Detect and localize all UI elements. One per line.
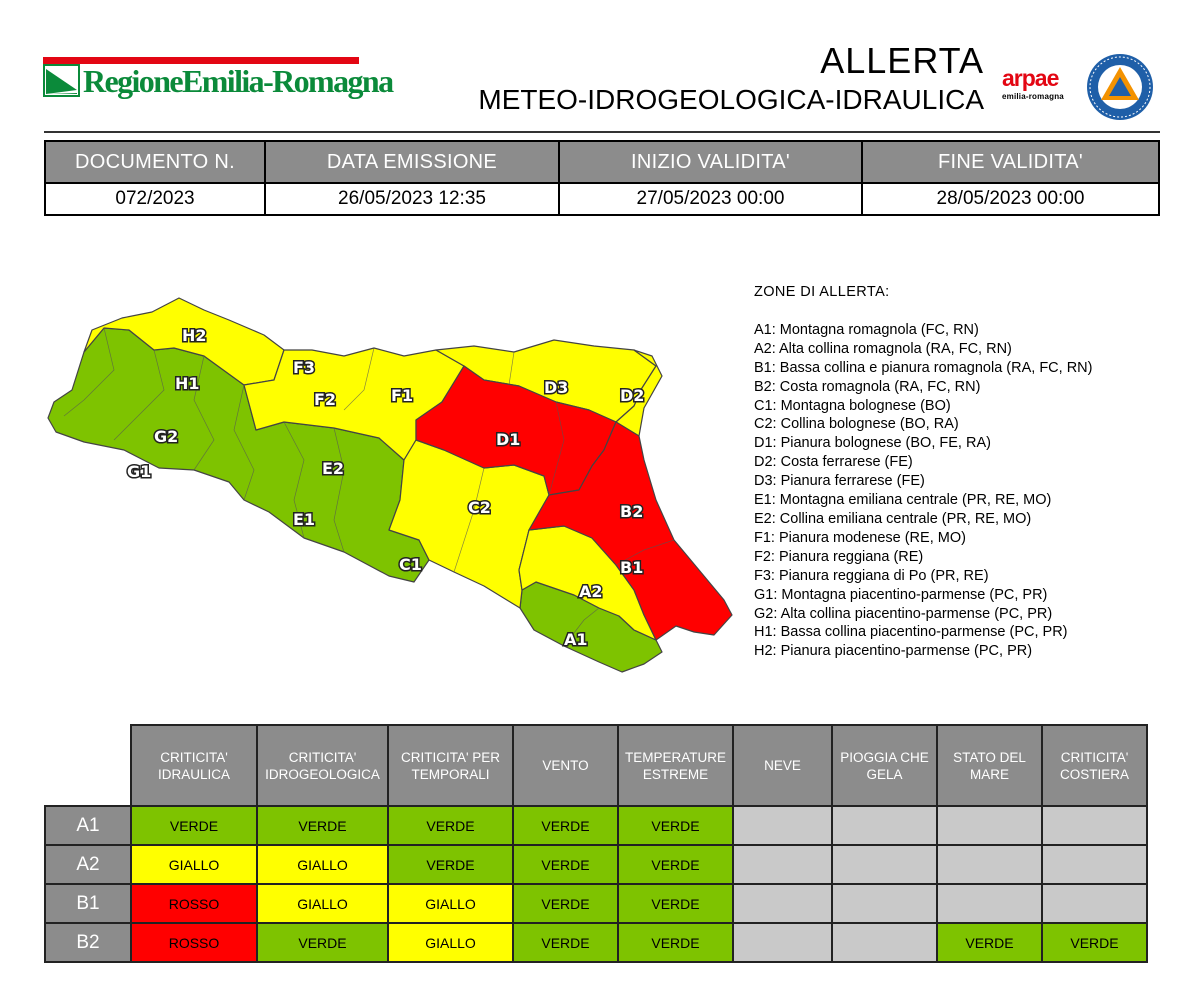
zone-item-d3: D3: Pianura ferrarese (FE) xyxy=(754,473,925,490)
zone-item-f3: F3: Pianura reggiana di Po (PR, RE) xyxy=(754,567,989,584)
map-label-e2: E2 xyxy=(322,459,345,478)
zone-item-e2: E2: Collina emiliana centrale (PR, RE, MO) xyxy=(754,510,1032,527)
col-neve xyxy=(733,725,832,806)
level-cell-temperature: VERDE xyxy=(618,806,733,845)
arpae-logo-wordmark: arpae xyxy=(1002,65,1059,91)
map-label-g2: G2 xyxy=(154,427,179,446)
level-cell-costiera: VERDE xyxy=(1042,923,1147,962)
header-divider xyxy=(44,131,1160,133)
zone-item-c2: C2: Collina bolognese (BO, RA) xyxy=(754,416,959,433)
level-cell-mare xyxy=(937,806,1042,845)
level-cell-idrogeologica: VERDE xyxy=(257,806,388,845)
col-criticita-temporali-line1: CRITICITA' PER xyxy=(400,749,501,765)
zone-item-a1: A1: Montagna romagnola (FC, RN) xyxy=(754,321,979,338)
table-row xyxy=(45,806,1147,845)
zone-item-b1: B1: Bassa collina e pianura romagnola (RA, FC, RN) xyxy=(754,359,1093,376)
map-label-g1: G1 xyxy=(127,462,152,481)
col-stato-del-mare-line2: MARE xyxy=(969,766,1009,782)
level-cell-idrogeologica: GIALLO xyxy=(257,884,388,923)
doc-number-header: DOCUMENTO N. xyxy=(46,142,266,184)
zone-code-cell: B2 xyxy=(45,923,131,962)
validity-end-header: FINE VALIDITA' xyxy=(863,142,1158,184)
col-criticita-costiera-line2: COSTIERA xyxy=(1059,766,1129,782)
table-row xyxy=(45,845,1147,884)
zone-code-cell: B1 xyxy=(45,884,131,923)
level-cell-vento: VERDE xyxy=(513,806,618,845)
level-cell-pioggia xyxy=(832,845,937,884)
zone-item-f2: F2: Pianura reggiana (RE) xyxy=(754,548,924,565)
level-cell-idraulica: ROSSO xyxy=(131,884,257,923)
level-cell-pioggia xyxy=(832,923,937,962)
map-label-a2: A2 xyxy=(579,582,603,601)
protezione-civile-logo-icon xyxy=(1086,53,1154,121)
col-criticita-idraulica-line1: CRITICITA' xyxy=(160,749,228,765)
level-cell-mare: VERDE xyxy=(937,923,1042,962)
zone-item-e1: E1: Montagna emiliana centrale (PR, RE, MO) xyxy=(754,492,1052,509)
zone-item-g2: G2: Alta collina piacentino-parmense (PC, PR) xyxy=(754,605,1053,622)
map-label-b1: B1 xyxy=(620,558,644,577)
zone-item-a2: A2: Alta collina romagnola (RA, FC, RN) xyxy=(754,340,1012,357)
col-pioggia-che-gela-line2: GELA xyxy=(866,766,903,782)
col-criticita-idraulica-line2: IDRAULICA xyxy=(157,766,230,782)
map-label-d2: D2 xyxy=(620,386,645,405)
level-cell-vento: VERDE xyxy=(513,845,618,884)
zone-item-g1: G1: Montagna piacentino-parmense (PC, PR) xyxy=(754,586,1048,603)
alert-zones-map xyxy=(44,290,744,685)
level-cell-temporali: GIALLO xyxy=(388,884,513,923)
zones-legend xyxy=(754,283,1092,661)
col-criticita-idrogeologica-line1: CRITICITA' xyxy=(288,749,357,765)
map-label-h1: H1 xyxy=(175,374,200,393)
map-label-f2: F2 xyxy=(314,390,337,409)
validity-start-header: INIZIO VALIDITA' xyxy=(560,142,863,184)
col-temperature-estreme-line1: TEMPERATURE xyxy=(624,749,726,765)
col-criticita-temporali-line2: TEMPORALI xyxy=(411,766,490,782)
col-pioggia-che-gela xyxy=(832,725,937,806)
level-cell-idraulica: GIALLO xyxy=(131,845,257,884)
level-cell-mare xyxy=(937,845,1042,884)
regione-emblem-icon xyxy=(43,60,81,98)
zone-item-f1: F1: Pianura modenese (RE, MO) xyxy=(754,529,966,546)
col-criticita-idrogeologica xyxy=(257,725,388,806)
zone-item-d2: D2: Costa ferrarese (FE) xyxy=(754,454,913,471)
alert-levels-table xyxy=(44,724,1146,963)
arpae-logo-text xyxy=(1002,66,1078,90)
level-cell-idrogeologica: VERDE xyxy=(257,923,388,962)
col-criticita-idraulica xyxy=(131,725,257,806)
col-vento xyxy=(513,725,618,806)
validity-start-value: 27/05/2023 00:00 xyxy=(560,184,863,214)
header-corner xyxy=(45,725,131,806)
level-cell-idrogeologica: GIALLO xyxy=(257,845,388,884)
level-cell-temperature: VERDE xyxy=(618,884,733,923)
level-cell-pioggia xyxy=(832,884,937,923)
alert-table-header-row xyxy=(45,725,1147,806)
level-cell-temporali: VERDE xyxy=(388,845,513,884)
map-label-c2: C2 xyxy=(468,498,491,517)
table-row xyxy=(45,923,1147,962)
level-cell-temporali: VERDE xyxy=(388,806,513,845)
level-cell-vento: VERDE xyxy=(513,884,618,923)
emission-date-value: 26/05/2023 12:35 xyxy=(266,184,560,214)
map-label-d1: D1 xyxy=(496,430,521,449)
zone-code-cell: A1 xyxy=(45,806,131,845)
region-name-logo-text: RegioneEmilia-Romagna xyxy=(83,63,393,99)
doc-number-value: 072/2023 xyxy=(46,184,266,214)
emission-date-header: DATA EMISSIONE xyxy=(266,142,560,184)
zone-item-h1: H1: Bassa collina piacentino-parmense (PC, PR) xyxy=(754,624,1068,641)
col-criticita-costiera-line1: CRITICITA' xyxy=(1060,749,1129,765)
map-label-a1: A1 xyxy=(564,630,588,649)
map-label-f1: F1 xyxy=(391,386,414,405)
zones-legend-title: ZONE DI ALLERTA: xyxy=(754,284,890,300)
level-cell-neve xyxy=(733,806,832,845)
level-cell-temperature: VERDE xyxy=(618,923,733,962)
level-cell-neve xyxy=(733,923,832,962)
col-criticita-idrogeologica-line2: IDROGEOLOGICA xyxy=(265,766,380,782)
level-cell-costiera xyxy=(1042,806,1147,845)
map-label-h2: H2 xyxy=(182,326,207,345)
level-cell-idraulica: VERDE xyxy=(131,806,257,845)
document-info-table xyxy=(44,140,1160,216)
validity-end-value: 28/05/2023 00:00 xyxy=(863,184,1158,214)
zone-item-h2: H2: Pianura piacentino-parmense (PC, PR) xyxy=(754,643,1033,660)
level-cell-idraulica: ROSSO xyxy=(131,923,257,962)
level-cell-costiera xyxy=(1042,884,1147,923)
level-cell-vento: VERDE xyxy=(513,923,618,962)
level-cell-temperature: VERDE xyxy=(618,845,733,884)
level-cell-costiera xyxy=(1042,845,1147,884)
level-cell-mare xyxy=(937,884,1042,923)
map-label-d3: D3 xyxy=(544,378,569,397)
col-stato-del-mare-line1: STATO DEL xyxy=(953,749,1026,765)
page-subtitle: METEO-IDROGEOLOGICA-IDRAULICA xyxy=(478,84,984,115)
zone-item-d1: D1: Pianura bolognese (BO, FE, RA) xyxy=(754,435,991,452)
zone-item-b2: B2: Costa romagnola (RA, FC, RN) xyxy=(754,378,981,395)
col-stato-del-mare xyxy=(937,725,1042,806)
level-cell-neve xyxy=(733,884,832,923)
map-label-b2: B2 xyxy=(620,502,644,521)
col-temperature-estreme-line2: ESTREME xyxy=(642,766,709,782)
col-pioggia-che-gela-line1: PIOGGIA CHE xyxy=(840,749,929,765)
col-vento-label: VENTO xyxy=(542,758,589,773)
arpae-logo xyxy=(1002,66,1078,106)
map-label-f3: F3 xyxy=(293,358,316,377)
table-row xyxy=(45,884,1147,923)
regione-emilia-romagna-logo xyxy=(43,57,393,103)
map-label-e1: E1 xyxy=(293,510,316,529)
col-neve-label: NEVE xyxy=(764,758,801,773)
col-criticita-temporali xyxy=(388,725,513,806)
zone-code-cell: A2 xyxy=(45,845,131,884)
col-criticita-costiera xyxy=(1042,725,1147,806)
arpae-logo-subtext: emilia-romagna xyxy=(1002,92,1064,101)
col-temperature-estreme xyxy=(618,725,733,806)
level-cell-temporali: GIALLO xyxy=(388,923,513,962)
level-cell-neve xyxy=(733,845,832,884)
zone-item-c1: C1: Montagna bolognese (BO) xyxy=(754,397,951,414)
level-cell-pioggia xyxy=(832,806,937,845)
map-label-c1: C1 xyxy=(399,555,422,574)
page-title: ALLERTA xyxy=(820,40,984,81)
